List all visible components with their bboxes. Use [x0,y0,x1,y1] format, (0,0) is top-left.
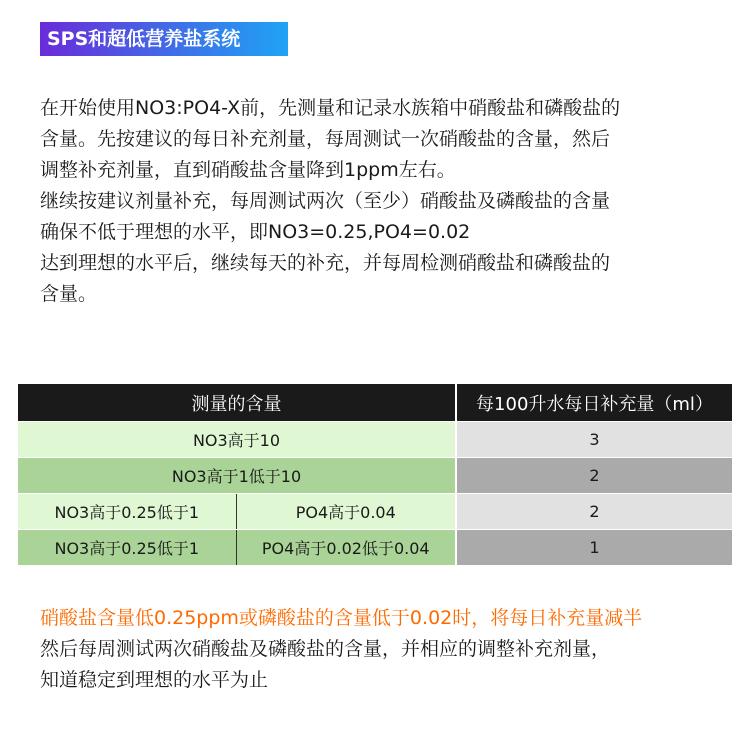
measured-level-cell: NO3高于10 [18,422,456,458]
note-line: 然后每周测试两次硝酸盐及磷酸盐的含量，并相应的调整补充剂量， [40,638,611,660]
intro-text [40,93,720,310]
intro-line: 达到理想的水平后，继续每天的补充，并每周检测硝酸盐和磷酸盐的 [40,252,611,274]
dose-cell: 1 [456,530,732,566]
table-header-row [18,384,732,422]
intro-line: 含量。先按建议的每日补充剂量，每周测试一次硝酸盐的含量，然后 [40,128,611,150]
no3-level-cell: NO3高于0.25低于1 [18,530,236,566]
table-row [18,494,732,530]
closing-note [40,603,730,696]
intro-line: 含量。 [40,283,98,305]
table-row [18,530,732,566]
dosing-table [18,384,732,566]
po4-level-cell: PO4高于0.04 [236,494,456,530]
warning-text: 硝酸盐含量低0.25ppm或磷酸盐的含量低于0.02时，将每日补充量减半 [40,607,643,629]
section-title: SPS和超低营养盐系统 [40,22,288,56]
dose-cell: 2 [456,458,732,494]
intro-line: 继续按建议剂量补充，每周测试两次（至少）硝酸盐及磷酸盐的含量 [40,190,611,212]
dose-cell: 2 [456,494,732,530]
table-row [18,422,732,458]
intro-line: 在开始使用NO3:PO4-X前，先测量和记录水族箱中硝酸盐和磷酸盐的 [40,97,621,119]
intro-line: 调整补充剂量，直到硝酸盐含量降到1ppm左右。 [40,159,456,181]
no3-level-cell: NO3高于0.25低于1 [18,494,236,530]
dose-cell: 3 [456,422,732,458]
note-line: 知道稳定到理想的水平为止 [40,669,269,691]
intro-line: 确保不低于理想的水平，即NO3=0.25,PO4=0.02 [40,221,471,243]
header-measured-level: 测量的含量 [18,384,456,422]
table-row [18,458,732,494]
header-daily-dose: 每100升水每日补充量（ml） [456,384,732,422]
po4-level-cell: PO4高于0.02低于0.04 [236,530,456,566]
measured-level-cell: NO3高于1低于10 [18,458,456,494]
